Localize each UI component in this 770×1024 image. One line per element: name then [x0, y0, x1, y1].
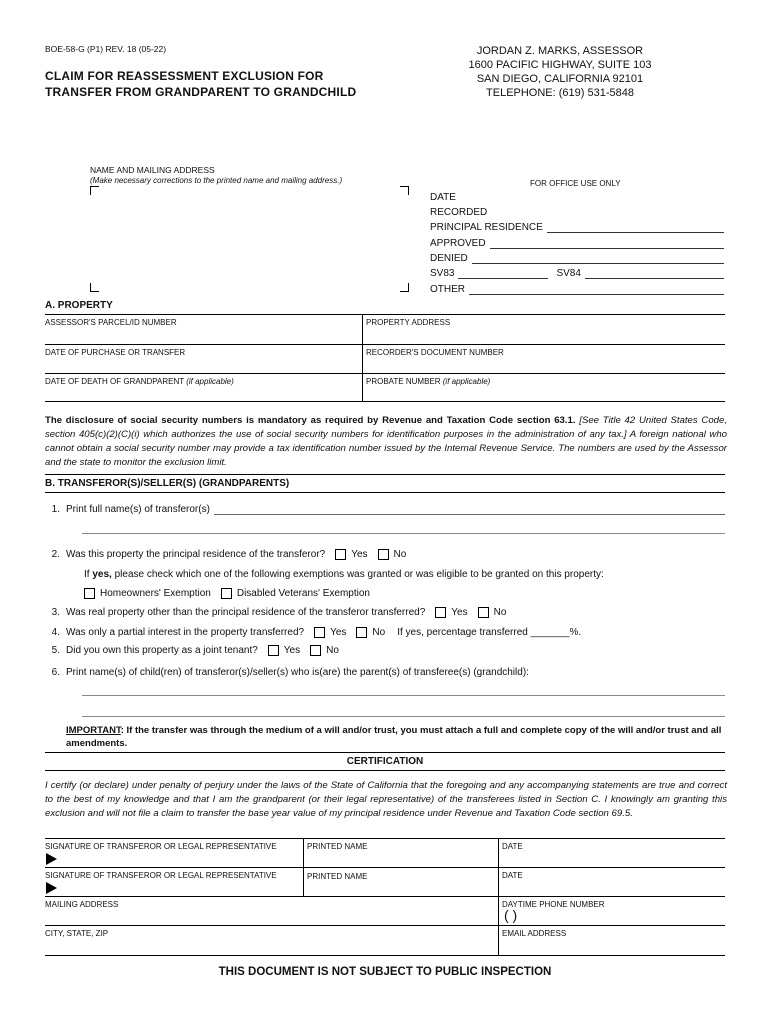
ssn-disclosure-italic: [See Title 42 United States Code, section 405(c)(2)(C)(i) which authorizes the use of social security numbers for identification purposes in the administration of any tax.] A foreign national who cannot obtain a social security number may provide a tax identification number issued by the Internal Revenue Service. The numbers are used by the Assessor and the state to monitor the exclusion limit.	[45, 415, 727, 468]
office-sv83-label: SV83	[430, 268, 455, 279]
q3-no-label: No	[493, 607, 507, 618]
office-principal-fill	[547, 223, 724, 233]
phone-label: DAYTIME PHONE NUMBER	[502, 900, 605, 909]
office-approved-label: APPROVED	[430, 238, 486, 249]
q3-text: Was real property other than the principal residence of the transferor transferred?	[66, 607, 426, 618]
printed-name2-label: PRINTED NAME	[307, 872, 368, 881]
office-sv	[430, 268, 724, 279]
q4-number: 4.	[51, 627, 60, 638]
section-a-divider	[362, 314, 363, 401]
printed-name1-label: PRINTED NAME	[307, 842, 368, 851]
q3-yes-label: Yes	[451, 607, 468, 618]
q4-text: Was only a partial interest in the property transferred?	[66, 627, 305, 638]
form-header-left	[45, 44, 356, 100]
sig-table-bottom	[45, 955, 725, 956]
assessor-address1: 1600 PACIFIC HIGHWAY, SUITE 103	[468, 59, 652, 71]
bracket-br	[400, 283, 409, 292]
date-death-note: (if applicable)	[186, 377, 234, 386]
section-a-rule-1	[45, 344, 725, 345]
section-a-rule-2	[45, 373, 725, 374]
certification-text: I certify (or declare) under penalty of perjury under the laws of the State of California that the foregoing and any accompanying statements are true and correct to the best of my knowledge and that I am the grandparent (or their legal representative) of the transferees listed in Section C. I knowingly am granting this exclusion and will not file a claim to transfer the base year value of my principal residence under Revenue and Taxation Code section 69.5.	[45, 780, 727, 819]
q5-yes-checkbox[interactable]	[268, 645, 279, 656]
q1-number: 1.	[51, 504, 60, 515]
probate-note: (if applicable)	[442, 377, 491, 386]
office-denied-label: DENIED	[430, 253, 468, 264]
q6-text: Print name(s) of child(ren) of transferor(s)/seller(s) who is(are) the parent(s) of transferee(s) (grandchild):	[66, 667, 529, 678]
parcel-label: ASSESSOR'S PARCEL/ID NUMBER	[45, 318, 177, 327]
assessor-name: JORDAN Z. MARKS, ASSESSOR	[476, 45, 644, 57]
date-death-input[interactable]	[45, 388, 361, 401]
q2-text: Was this property the principal residence of the transferor?	[66, 549, 326, 560]
q2-if-rest: please check which one of the following exemptions was granted or was eligible to be granted on this property:	[114, 569, 604, 580]
bracket-tr	[400, 186, 409, 195]
q3-number: 3.	[51, 607, 60, 618]
mailing-address-label: MAILING ADDRESS	[45, 900, 119, 909]
q3-no-checkbox[interactable]	[478, 607, 489, 618]
office-other	[430, 284, 724, 295]
printed-name2-input[interactable]	[307, 882, 497, 895]
q1-text: Print full name(s) of transferor(s)	[66, 504, 210, 515]
question-3	[42, 607, 506, 618]
q5-number: 5.	[51, 645, 60, 656]
q2-no-checkbox[interactable]	[378, 549, 389, 560]
date-death-label	[45, 377, 234, 386]
sig-row-rule-2	[45, 896, 725, 897]
probate-label	[366, 377, 490, 386]
assessor-telephone: TELEPHONE: (619) 531-5848	[486, 87, 634, 99]
q4-no-checkbox[interactable]	[356, 627, 367, 638]
form-title-line1: CLAIM FOR REASSESSMENT EXCLUSION FOR	[45, 69, 324, 83]
important-label: IMPORTANT	[66, 725, 121, 736]
question-6	[42, 667, 529, 678]
section-a-bottom-rule	[45, 401, 725, 402]
mailing-address-input[interactable]	[45, 911, 497, 924]
section-b-title-rule	[45, 492, 725, 493]
mailing-address-area[interactable]	[92, 190, 398, 282]
date-purchase-input[interactable]	[45, 359, 361, 373]
email-label: EMAIL ADDRESS	[502, 929, 567, 938]
office-denied	[430, 253, 724, 264]
sig-row-rule-3	[45, 925, 725, 926]
date2-label: DATE	[502, 871, 523, 880]
q6-number: 6.	[51, 667, 60, 678]
bracket-bl	[90, 283, 99, 292]
office-principal-label: PRINCIPAL RESIDENCE	[430, 222, 543, 233]
signature1-input[interactable]	[60, 853, 302, 866]
q2-followup	[84, 569, 604, 580]
office-recorded-label: RECORDED	[430, 207, 488, 218]
q6-input-line2[interactable]	[82, 716, 725, 717]
q5-yes-label: Yes	[283, 645, 301, 656]
sig2-label: SIGNATURE OF TRANSFEROR OR LEGAL REPRESENTATIVE	[45, 871, 277, 880]
question-5	[42, 645, 339, 656]
office-approved-fill	[490, 239, 724, 249]
question-1	[42, 504, 725, 515]
q2-yes-label: Yes	[351, 549, 368, 560]
form-id: BOE-58-G (P1) REV. 18 (05-22)	[45, 44, 167, 54]
sig-row-rule-1	[45, 867, 725, 868]
homeowners-checkbox[interactable]	[84, 588, 95, 599]
cert-title-rule	[45, 770, 725, 771]
cert-top-rule	[45, 752, 725, 753]
q4-yes-label: Yes	[330, 627, 347, 638]
certification-title: CERTIFICATION	[346, 756, 424, 767]
date-purchase-label: DATE OF PURCHASE OR TRANSFER	[45, 348, 186, 357]
mailing-label: NAME AND MAILING ADDRESS	[90, 165, 215, 175]
recorder-doc-label: RECORDER'S DOCUMENT NUMBER	[366, 348, 504, 357]
q1-name-input[interactable]	[214, 504, 725, 515]
property-address-label: PROPERTY ADDRESS	[366, 318, 451, 327]
q2-yes-checkbox[interactable]	[335, 549, 346, 560]
q1-name-input-line2[interactable]	[82, 533, 725, 534]
office-denied-fill	[472, 254, 724, 264]
section-a-top-rule	[45, 314, 725, 315]
ssn-disclosure-bold: The disclosure of social security numbers is mandatory as required by Revenue and Taxation Code section 63.1.	[45, 415, 576, 426]
city-input[interactable]	[45, 940, 497, 954]
sign-here-arrow-icon	[46, 853, 57, 865]
section-b-title: B. TRANSFEROR(S)/SELLER(S) (GRANDPARENTS)	[45, 478, 290, 489]
sig-table-top	[45, 838, 725, 839]
date2-input[interactable]	[502, 882, 724, 895]
question-4	[42, 627, 581, 638]
signature2-input[interactable]	[60, 882, 302, 895]
parcel-input[interactable]	[45, 330, 361, 344]
office-other-fill	[469, 285, 724, 295]
q4-yes-checkbox[interactable]	[314, 627, 325, 638]
city-label: CITY, STATE, ZIP	[45, 929, 109, 938]
date1-input[interactable]	[502, 853, 724, 866]
email-input[interactable]	[502, 940, 724, 954]
office-recorded	[430, 207, 724, 218]
footer-notice: THIS DOCUMENT IS NOT SUBJECT TO PUBLIC INSPECTION	[218, 966, 552, 978]
q5-no-checkbox[interactable]	[310, 645, 321, 656]
veterans-label: Disabled Veterans' Exemption	[236, 588, 370, 599]
q2-no-label: No	[393, 549, 407, 560]
sig1-label: SIGNATURE OF TRANSFEROR OR LEGAL REPRESENTATIVE	[45, 842, 277, 851]
q4-percentage[interactable]: If yes, percentage transferred _______%.	[397, 627, 582, 638]
important-text: : If the transfer was through the medium of a will and/or trust, you must attach a full and complete copy of the will and/or trust and all amendments.	[66, 725, 722, 749]
sign-here-arrow-icon	[46, 882, 57, 894]
office-use-label: FOR OFFICE USE ONLY	[530, 179, 621, 188]
date-death-text: DATE OF DEATH OF GRANDPARENT	[45, 377, 184, 386]
q3-yes-checkbox[interactable]	[435, 607, 446, 618]
office-approved	[430, 238, 724, 249]
question-2	[42, 549, 406, 560]
mailing-note: (Make necessary corrections to the printed name and mailing address.)	[90, 176, 343, 185]
probate-input[interactable]	[366, 388, 724, 401]
assessor-block	[440, 44, 680, 100]
form-title	[45, 68, 356, 100]
office-date	[430, 192, 724, 203]
assessor-address2: SAN DIEGO, CALIFORNIA 92101	[476, 73, 644, 85]
q2-exemptions	[84, 588, 370, 599]
office-sv84-label: SV84	[556, 268, 581, 279]
form-title-line2: TRANSFER FROM GRANDPARENT TO GRANDCHILD	[45, 85, 357, 99]
veterans-checkbox[interactable]	[221, 588, 232, 599]
office-date-label: DATE	[430, 192, 456, 203]
date1-label: DATE	[502, 842, 523, 851]
recorder-doc-input[interactable]	[366, 359, 724, 373]
office-other-label: OTHER	[430, 284, 465, 295]
ssn-disclosure	[45, 414, 727, 470]
office-principal	[430, 222, 724, 233]
q2-if-bold: yes,	[92, 569, 112, 580]
probate-text: PROBATE NUMBER	[366, 377, 441, 386]
q5-no-label: No	[326, 645, 339, 656]
important-notice	[66, 724, 726, 750]
homeowners-label: Homeowners' Exemption	[100, 588, 211, 599]
office-sv84-fill	[585, 269, 724, 279]
q4-no-label: No	[372, 627, 386, 638]
q2-number: 2.	[51, 549, 60, 560]
q6-input-line1[interactable]	[82, 695, 725, 696]
section-b-top-rule	[45, 474, 725, 475]
section-a-title: A. PROPERTY	[45, 300, 113, 311]
q5-text: Did you own this property as a joint tenant?	[66, 645, 258, 656]
q2-if-pre: If	[84, 569, 90, 580]
printed-name1-input[interactable]	[307, 853, 497, 866]
office-sv83-fill	[458, 269, 548, 279]
property-address-input[interactable]	[366, 330, 724, 344]
phone-parens[interactable]: ( )	[504, 907, 518, 923]
